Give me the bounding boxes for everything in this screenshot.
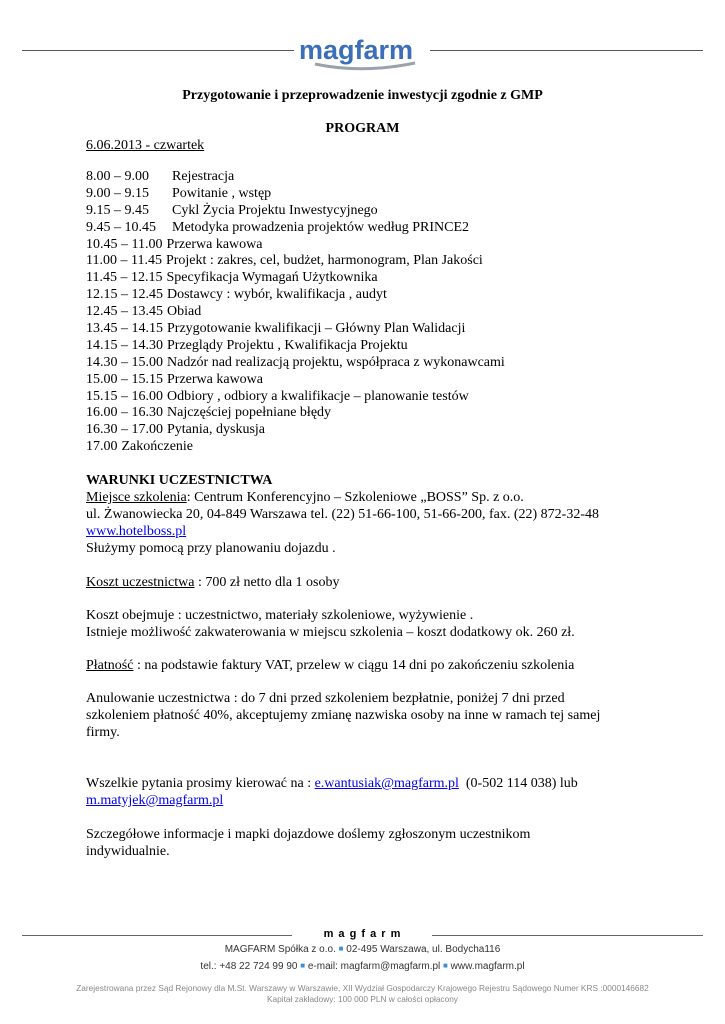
cost-value: : 700 zł netto dla 1 osoby	[194, 575, 340, 590]
schedule-time: 16.30 – 17.00	[86, 422, 163, 438]
contact-prefix: Wszelkie pytania prosimy kierować na :	[86, 776, 315, 791]
footer-address: 02-495 Warszawa, ul. Bodycha116	[346, 944, 501, 955]
schedule-row	[86, 169, 505, 186]
footer-company-line	[0, 944, 725, 955]
program-date: 6.06.2013 - czwartek	[86, 138, 205, 153]
schedule-item: Zakończenie	[121, 439, 194, 455]
schedule-item: Metodyka prowadzenia projektów według PRINCE2	[172, 219, 470, 235]
schedule-row	[86, 338, 505, 355]
logo-wordmark: magfarm	[299, 35, 414, 65]
venue-address: ul. Żwanowiecka 20, 04-849 Warszawa tel. (22) 51-66-100, 51-66-200, fax. (22) 872-32-48	[86, 507, 599, 522]
email-link-matyjek[interactable]: m.matyjek@magfarm.pl	[86, 793, 224, 808]
cost-details	[86, 607, 646, 641]
schedule-row	[86, 355, 505, 372]
footer-tel: tel.: +48 22 724 99 90	[200, 961, 298, 972]
footer-contact-line	[0, 961, 725, 972]
schedule-row	[86, 439, 505, 456]
schedule-row	[86, 220, 505, 237]
schedule-time: 14.15 – 14.30	[86, 337, 163, 353]
place-value: : Centrum Konferencyjno – Szkoleniowe „BOSS” Sp. z o.o.	[186, 490, 524, 505]
schedule-row	[86, 186, 505, 203]
footer-company: MAGFARM Spółka z o.o.	[224, 944, 336, 955]
header-rule-left	[22, 50, 294, 51]
schedule-time: 11.00 – 11.45	[86, 253, 162, 269]
schedule-item: Przygotowanie kwalifikacji – Główny Plan Walidacji	[167, 321, 466, 337]
cost-includes: Koszt obejmuje : uczestnictwo, materiały szkoleniowe, wyżywienie .	[86, 608, 474, 623]
schedule-time: 9.45 – 10.45	[86, 219, 156, 235]
footer-web: www.magfarm.pl	[450, 961, 525, 972]
schedule-time: 17.00	[86, 439, 118, 455]
cancellation-line: szkoleniem płatność 40%, akceptujemy zmianę nazwiska osoby na inne w ramach tej samej	[86, 708, 601, 723]
schedule-row	[86, 270, 505, 287]
schedule-row	[86, 304, 505, 321]
bullet-square-icon: ■	[443, 961, 448, 970]
conditions-heading: WARUNKI UCZESTNICTWA	[86, 473, 273, 488]
schedule-time: 8.00 – 9.00	[86, 169, 149, 184]
schedule-item: Powitanie , wstęp	[172, 185, 272, 201]
schedule-item: Pytania, dyskusja	[167, 422, 265, 438]
bullet-square-icon: ■	[300, 961, 306, 970]
footer-capital: Kapitał zakładowy: 100 000 PLN w całości opłacony	[267, 994, 458, 1004]
schedule-time: 11.45 – 12.15	[86, 270, 163, 286]
schedule-item: Nadzór nad realizacją projektu, współpraca z wykonawcami	[167, 354, 505, 370]
closing-line: indywidualnie.	[86, 844, 170, 859]
contact-section	[86, 775, 686, 809]
cancellation-line: firmy.	[86, 725, 120, 740]
schedule-time: 14.30 – 15.00	[86, 354, 163, 370]
contact-phone: (0-502 114 038) lub	[458, 776, 578, 791]
schedule-item: Obiad	[167, 304, 202, 320]
schedule-item: Przerwa kawowa	[166, 236, 263, 252]
accommodation-note: Istnieje możliwość zakwaterowania w miejscu szkolenia – koszt dodatkowy ok. 260 zł.	[86, 625, 575, 640]
schedule-time: 10.45 – 11.00	[86, 236, 163, 252]
schedule-row	[86, 405, 505, 422]
schedule-time: 16.00 – 16.30	[86, 405, 163, 421]
closing-note	[86, 826, 686, 860]
closing-line: Szczegółowe informacje i mapki dojazdowe doślemy zgłoszonym uczestnikom	[86, 827, 531, 842]
schedule-item: Odbiory , odbiory a kwalifikacje – planowanie testów	[167, 388, 469, 404]
schedule-item: Rejestracja	[172, 169, 235, 184]
schedule-time: 12.15 – 12.45	[86, 287, 163, 303]
program-heading: PROGRAM	[325, 121, 400, 136]
schedule-item: Specyfikacja Wymagań Użytkownika	[166, 270, 378, 286]
schedule-item: Dostawcy : wybór, kwalifikacja , audyt	[167, 287, 387, 303]
schedule-row	[86, 389, 505, 406]
cancellation-terms	[86, 690, 666, 741]
schedule-row	[86, 203, 505, 220]
schedule-row	[86, 237, 505, 254]
email-link-wantusiak[interactable]: e.wantusiak@magfarm.pl	[314, 776, 459, 791]
schedule-row	[86, 287, 505, 304]
conditions-section	[86, 472, 646, 557]
payment-label: Płatność	[86, 658, 134, 673]
place-label: Miejsce szkolenia	[86, 490, 187, 505]
cost-line	[86, 574, 646, 591]
payment-line	[86, 657, 646, 674]
footer-registry: Zarejestrowana przez Sąd Rejonowy dla M.St. Warszawy w Warszawie, XII Wydział Gospodarczy Krajowego Rejestru Sądowego Numer KRS :0000146682	[76, 983, 649, 993]
schedule-list	[86, 169, 505, 456]
header-rule-right	[430, 50, 703, 51]
schedule-time: 9.15 – 9.45	[86, 202, 149, 218]
schedule-row	[86, 372, 505, 389]
magfarm-logo	[297, 34, 427, 79]
schedule-time: 9.00 – 9.15	[86, 185, 149, 201]
bullet-square-icon: ■	[338, 944, 344, 953]
cancellation-line: Anulowanie uczestnictwa : do 7 dni przed szkoleniem bezpłatnie, poniżej 7 dni przed	[86, 691, 565, 706]
schedule-item: Najczęściej popełniane błędy	[167, 405, 332, 421]
cost-label: Koszt uczestnictwa	[86, 575, 195, 590]
schedule-time: 15.15 – 16.00	[86, 388, 163, 404]
schedule-row	[86, 253, 505, 270]
schedule-item: Cykl Życia Projektu Inwestycyjnego	[172, 202, 378, 218]
training-place	[86, 489, 646, 506]
travel-help: Służymy pomocą przy planowaniu dojazdu .	[86, 541, 336, 556]
schedule-item: Przeglądy Projektu , Kwalifikacja Projektu	[167, 337, 408, 353]
schedule-item: Przerwa kawowa	[167, 371, 264, 387]
schedule-time: 12.45 – 13.45	[86, 304, 163, 320]
footer-email: e-mail: magfarm@magfarm.pl	[307, 961, 441, 972]
venue-website-link[interactable]: www.hotelboss.pl	[86, 524, 187, 539]
payment-value: : na podstawie faktury VAT, przelew w ciągu 14 dni po zakończeniu szkolenia	[133, 658, 575, 673]
schedule-item: Projekt : zakres, cel, budżet, harmonogram, Plan Jakości	[165, 253, 483, 269]
schedule-time: 13.45 – 14.15	[86, 321, 163, 337]
schedule-row	[86, 422, 505, 439]
footer-brand: m a g f a r m	[323, 928, 402, 940]
schedule-time: 15.00 – 15.15	[86, 371, 163, 387]
document-title: Przygotowanie i przeprowadzenie inwestycji zgodnie z GMP	[182, 88, 543, 103]
schedule-row	[86, 321, 505, 338]
